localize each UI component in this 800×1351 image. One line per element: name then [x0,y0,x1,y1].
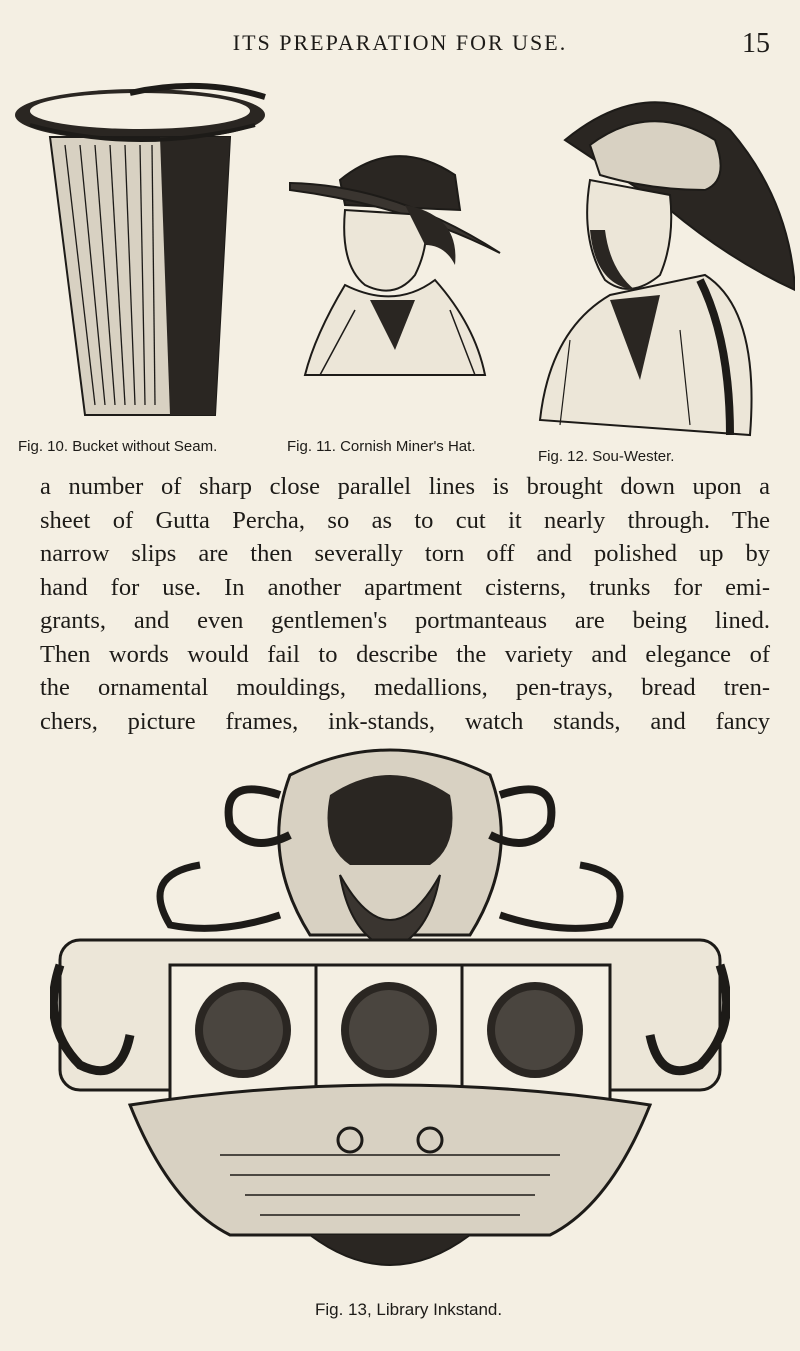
body-line: hand for use. In another apartment cisterns, trunks for emi- [40,573,770,601]
bucket-engraving-icon [10,75,275,430]
figure-sou-wester [530,80,795,440]
page-number: 15 [742,28,770,59]
running-head: ITS PREPARATION FOR USE. [232,30,568,55]
body-line: chers, picture frames, ink-stands, watch stands, and fancy [40,707,770,735]
body-line: Then words would fail to describe the variety and elegance of [40,640,770,668]
sou-wester-engraving-icon [530,80,795,440]
body-line: grants, and even gentlemen's portmanteaus are being lined. [40,607,770,634]
page-header [0,26,800,66]
caption-fig13: Fig. 13, Library Inkstand. [315,1300,503,1319]
inkstand-engraving-icon [50,735,730,1295]
caption-fig11: Fig. 11. Cornish Miner's Hat. [287,438,476,455]
figure-inkstand [50,735,730,1295]
body-line: a number of sharp close parallel lines is brought down upon a [40,473,770,500]
miner-hat-engraving-icon [285,135,510,380]
body-line: the ornamental mouldings, medallions, pen-trays, bread tren- [40,674,770,701]
figure-bucket [10,75,275,430]
caption-fig12: Fig. 12. Sou-Wester. [538,448,675,465]
caption-fig10: Fig. 10. Bucket without Seam. [18,438,218,455]
figure-miner-hat [285,135,510,380]
body-line: sheet of Gutta Percha, so as to cut it nearly through. The [40,506,770,534]
body-line: narrow slips are then severally torn off and polished up by [40,540,770,567]
body-paragraph [40,470,770,738]
